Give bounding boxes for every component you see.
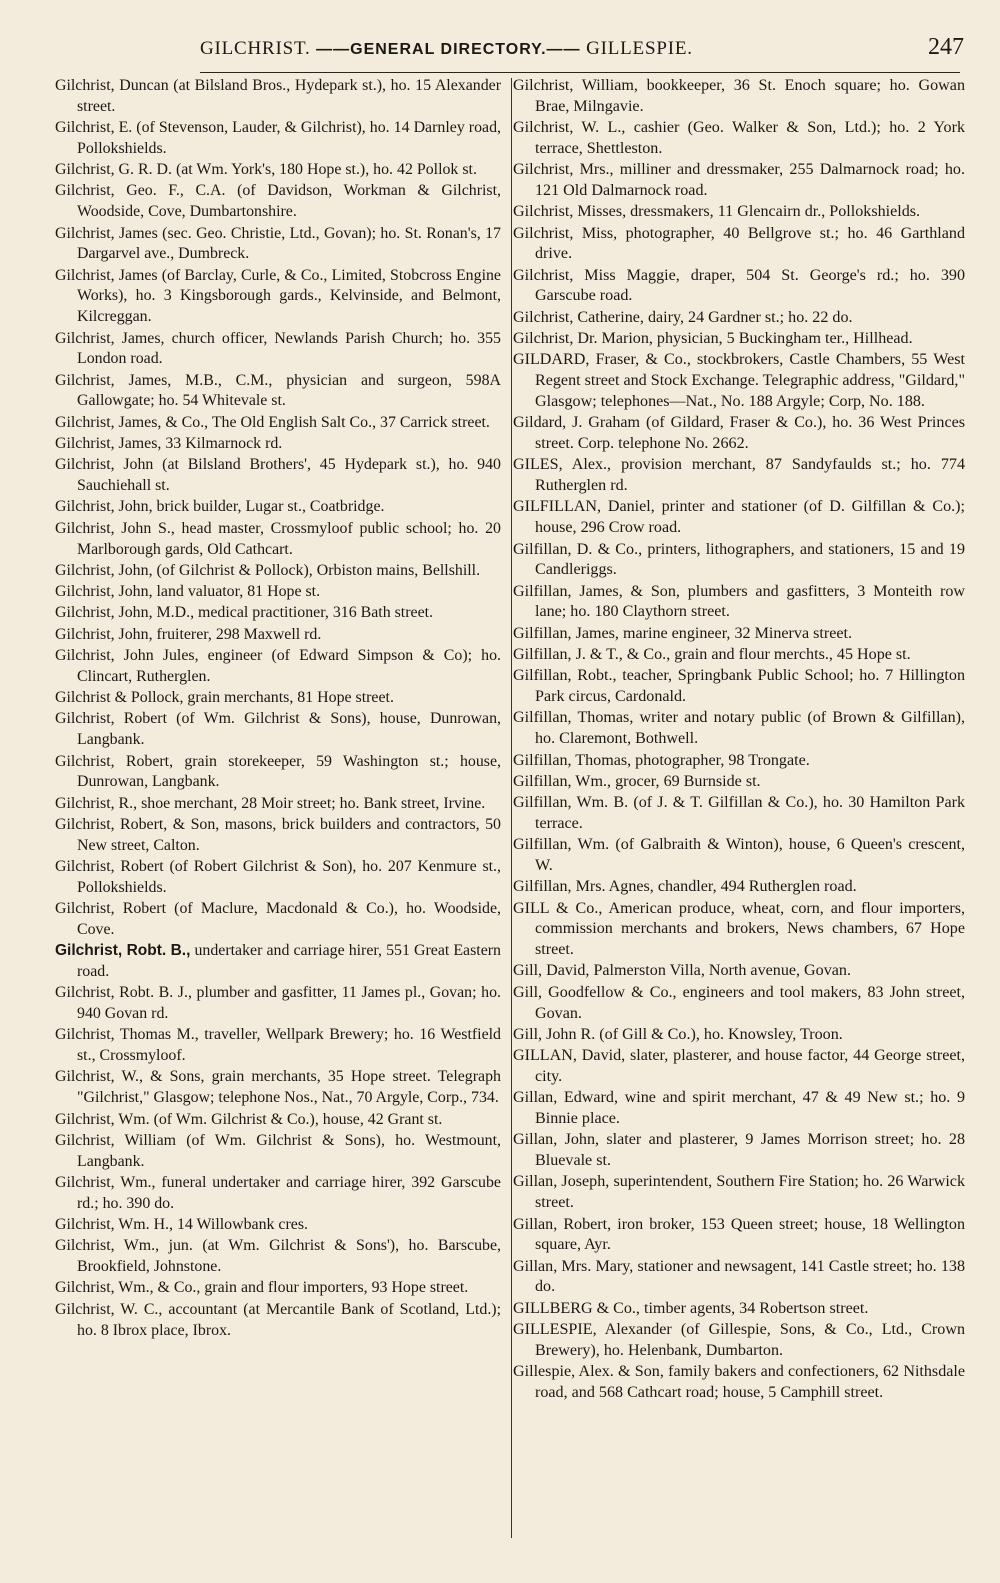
page-number: 247 xyxy=(928,34,964,60)
directory-entry: Gilchrist, Thomas M., traveller, Wellpark Brewery; ho. 16 Westfield st., Crossmyloof. xyxy=(55,1026,501,1065)
directory-entry: Gilchrist & Pollock, grain merchants, 81 Hope street. xyxy=(55,689,394,707)
directory-entry: Gilchrist, Dr. Marion, physician, 5 Buckingham ter., Hillhead. xyxy=(513,330,913,348)
directory-entry: GILLESPIE, Alexander (of Gillespie, Sons, & Co., Ltd., Crown Brewery), ho. Helenbank, Dumbarton. xyxy=(513,1321,965,1359)
directory-entry: Gilchrist, Geo. F., C.A. (of Davidson, Workman & Gilchrist, Woodside, Cove, Dumbartonshire. xyxy=(55,182,501,221)
directory-entry: Gilchrist, William, bookkeeper, 36 St. Enoch square; ho. Gowan Brae, Milngavie. xyxy=(513,77,965,115)
directory-entry: Gilfillan, Wm., grocer, 69 Burnside st. xyxy=(513,772,761,790)
directory-entry: GILES, Alex., provision merchant, 87 Sandyfaulds st.; ho. 774 Rutherglen rd. xyxy=(513,456,965,495)
directory-entry: Gilchrist, Miss Maggie, draper, 504 St. George's rd.; ho. 390 Garscube road. xyxy=(513,266,965,305)
entry-bold-name: Gilchrist, Robt. B., xyxy=(55,942,191,960)
directory-entry: Gilchrist, James, church officer, Newlands Parish Church; ho. 355 London road. xyxy=(55,329,501,368)
directory-entry: Gilchrist, John S., head master, Crossmyloof public school; ho. 20 Marlborough gards, Old Cathcart. xyxy=(55,519,501,558)
directory-entry: Gilfillan, Robt., teacher, Springbank Public School; ho. 7 Hillington Park circus, Cardonald. xyxy=(513,667,965,706)
directory-entry: Gilfillan, J. & T., & Co., grain and flour merchts., 45 Hope st. xyxy=(513,646,911,664)
directory-entry: Gillan, John, slater and plasterer, 9 James Morrison street; ho. 28 Bluevale st. xyxy=(513,1131,965,1170)
directory-entry: Gilchrist, Robert, grain storekeeper, 59 Washington st.; house, Dunrowan, Langbank. xyxy=(55,752,501,791)
page-header xyxy=(52,34,964,70)
left-column xyxy=(55,76,501,1342)
directory-entry: Gilchrist, Wm. (of Wm. Gilchrist & Co.), house, 42 Grant st. xyxy=(55,1110,443,1128)
directory-entry: GILFILLAN, Daniel, printer and stationer (of D. Gilfillan & Co.); house, 296 Crow road. xyxy=(513,498,965,537)
directory-entry: Gillan, Mrs. Mary, stationer and newsagent, 141 Castle street; ho. 138 do. xyxy=(513,1257,965,1296)
directory-entry: Gilchrist, W. L., cashier (Geo. Walker & Son, Ltd.); ho. 2 York terrace, Shettleston. xyxy=(513,119,965,157)
entry-details: undertaker and carriage hirer, 551 Great Eastern road. xyxy=(77,942,501,980)
directory-entry: Gilfillan, D. & Co., printers, lithographers, and stationers, 15 and 19 Candleriggs. xyxy=(513,540,965,579)
directory-entry: Gilfillan, Wm. B. (of J. & T. Gilfillan & Co.), ho. 30 Hamilton Park terrace. xyxy=(513,794,965,832)
directory-entry: GILDARD, Fraser, & Co., stockbrokers, Castle Chambers, 55 West Regent street and Stock Exchange. Telegraphic address, "Gildard," Glasgow; telephones—Nat., No. 188 Argyle; Corp, No. 188. xyxy=(513,351,966,410)
directory-entry: GILLBERG & Co., timber agents, 34 Robertson street. xyxy=(513,1299,869,1317)
directory-entry: Gilchrist, Robert (of Wm. Gilchrist & Sons), house, Dunrowan, Langbank. xyxy=(55,710,501,749)
directory-entry: Gilchrist, G. R. D. (at Wm. York's, 180 Hope st.), ho. 42 Pollok st. xyxy=(55,161,477,179)
directory-entry: Gilfillan, James, & Son, plumbers and gasfitters, 3 Monteith row lane; ho. 180 Claythorn street. xyxy=(513,582,965,621)
directory-entry: Gilchrist, John, (of Gilchrist & Pollock), Orbiston mains, Bellshill. xyxy=(55,561,481,579)
directory-entry: Gilfillan, Wm. (of Galbraith & Winton), house, 6 Queen's crescent, W. xyxy=(513,836,965,874)
header-rule xyxy=(200,72,960,73)
directory-entry: Gillespie, Alex. & Son, family bakers and confectioners, 62 Nithsdale road, and 568 Cathcart road; house, 5 Camphill street. xyxy=(513,1363,965,1401)
directory-entry: Gilchrist, John (at Bilsland Brothers', 45 Hydepark st.), ho. 940 Sauchiehall st. xyxy=(55,456,501,495)
directory-entry: Gildard, J. Graham (of Gildard, Fraser & Co.), ho. 36 West Princes street. Corp. telephone No. 2662. xyxy=(513,414,965,453)
directory-entry: Gilchrist, James, & Co., The Old English Salt Co., 37 Carrick street. xyxy=(55,413,490,431)
directory-entry: Gillan, Edward, wine and spirit merchant, 47 & 49 New st.; ho. 9 Binnie place. xyxy=(513,1089,965,1128)
directory-entry: Gilchrist, John, fruiterer, 298 Maxwell rd. xyxy=(55,625,322,643)
directory-entry: Gilchrist, Miss, photographer, 40 Bellgrove st.; ho. 46 Garthland drive. xyxy=(513,224,965,263)
directory-entry: Gilchrist, W. C., accountant (at Mercantile Bank of Scotland, Ltd.); ho. 8 Ibrox place, Ibrox. xyxy=(55,1300,501,1339)
directory-entry: Gilchrist, James (sec. Geo. Christie, Ltd., Govan); ho. St. Ronan's, 17 Dargarvel ave., Dumbreck. xyxy=(55,224,501,263)
directory-entry: Gilfillan, Mrs. Agnes, chandler, 494 Rutherglen road. xyxy=(513,878,857,896)
directory-entry: Gilchrist, Robert (of Maclure, Macdonald & Co.), ho. Woodside, Cove. xyxy=(55,900,501,938)
directory-entry: Gill, John R. (of Gill & Co.), ho. Knowsley, Troon. xyxy=(513,1025,843,1043)
directory-entry: Gilchrist, John, brick builder, Lugar st., Coatbridge. xyxy=(55,498,385,516)
directory-entry xyxy=(55,941,501,983)
running-head-title: ——GENERAL DIRECTORY.—— xyxy=(316,41,581,58)
directory-entry: Gilchrist, W., & Sons, grain merchants, 35 Hope street. Telegraph "Gilchrist," Glasgow; telephone Nos., Nat., 70 Argyle, Corp., 734. xyxy=(55,1068,501,1107)
running-head-left: GILCHRIST. xyxy=(200,38,311,59)
directory-entry: Gilchrist, Misses, dressmakers, 11 Glencairn dr., Pollokshields. xyxy=(513,203,921,221)
directory-entry: Gilchrist, John, M.D., medical practitioner, 316 Bath street. xyxy=(55,604,434,622)
directory-entry: Gilchrist, R., shoe merchant, 28 Moir street; ho. Bank street, Irvine. xyxy=(55,794,486,812)
directory-entry: Gilchrist, Robert, & Son, masons, brick builders and contractors, 50 New street, Calton. xyxy=(55,815,501,854)
right-column xyxy=(513,76,965,1404)
directory-entry: Gilchrist, Wm., jun. (at Wm. Gilchrist & Sons'), ho. Barscube, Brookfield, Johnstone. xyxy=(55,1237,501,1276)
directory-entry: Gilfillan, James, marine engineer, 32 Minerva street. xyxy=(513,624,852,642)
directory-entry: Gilchrist, John Jules, engineer (of Edward Simpson & Co); ho. Clincart, Rutherglen. xyxy=(55,647,501,685)
column-divider xyxy=(511,78,512,1538)
directory-entry: Gill, David, Palmerston Villa, North avenue, Govan. xyxy=(513,962,851,980)
directory-entry: Gill, Goodfellow & Co., engineers and tool makers, 83 John street, Govan. xyxy=(513,983,965,1022)
directory-entry: Gilfillan, Thomas, photographer, 98 Trongate. xyxy=(513,751,810,769)
directory-entry: Gilchrist, E. (of Stevenson, Lauder, & Gilchrist), ho. 14 Darnley road, Pollokshields. xyxy=(55,119,501,157)
running-head-right: GILLESPIE. xyxy=(586,38,693,59)
running-head xyxy=(200,38,693,60)
directory-entry: Gilchrist, Mrs., milliner and dressmaker, 255 Dalmarnock road; ho. 121 Old Dalmarnock road. xyxy=(513,161,965,199)
directory-entry: Gilchrist, William (of Wm. Gilchrist & Sons), ho. Westmount, Langbank. xyxy=(55,1131,501,1170)
directory-entry: Gilchrist, John, land valuator, 81 Hope st. xyxy=(55,583,321,601)
directory-entry: Gilchrist, Catherine, dairy, 24 Gardner st.; ho. 22 do. xyxy=(513,308,853,326)
directory-entry: Gilchrist, Robert (of Robert Gilchrist & Son), ho. 207 Kenmure st., Pollokshields. xyxy=(55,857,501,896)
directory-entry: Gilchrist, Robt. B. J., plumber and gasfitter, 11 James pl., Govan; ho. 940 Govan rd. xyxy=(55,984,501,1023)
directory-entry: Gilchrist, Wm., funeral undertaker and carriage hirer, 392 Garscube rd.; ho. 390 do. xyxy=(55,1173,501,1212)
directory-entry: Gilchrist, Duncan (at Bilsland Bros., Hydepark st.), ho. 15 Alexander street. xyxy=(55,77,501,115)
directory-entry: Gillan, Robert, iron broker, 153 Queen street; house, 18 Wellington square, Ayr. xyxy=(513,1215,965,1254)
directory-entry: Gilchrist, Wm. H., 14 Willowbank cres. xyxy=(55,1216,308,1234)
directory-entry: Gilchrist, James, M.B., C.M., physician and surgeon, 598A Gallowgate; ho. 54 Whitevale st. xyxy=(55,371,501,410)
directory-entry: GILLAN, David, slater, plasterer, and house factor, 44 George street, city. xyxy=(513,1047,965,1085)
directory-entry: Gilfillan, Thomas, writer and notary public (of Brown & Gilfillan), ho. Claremont, Bothwell. xyxy=(513,709,965,748)
directory-entry: Gilchrist, James (of Barclay, Curle, & Co., Limited, Stobcross Engine Works), ho. 3 Kingsborough gards., Kelvinside, and Belmont, Kilcreggan. xyxy=(55,266,501,326)
directory-entry: Gillan, Joseph, superintendent, Southern Fire Station; ho. 26 Warwick street. xyxy=(513,1173,965,1212)
directory-entry: Gilchrist, James, 33 Kilmarnock rd. xyxy=(55,435,283,453)
directory-entry: Gilchrist, Wm., & Co., grain and flour importers, 93 Hope street. xyxy=(55,1279,469,1297)
directory-entry: GILL & Co., American produce, wheat, corn, and flour importers, commission merchants and brokers, News chambers, 67 Hope street. xyxy=(513,899,965,959)
